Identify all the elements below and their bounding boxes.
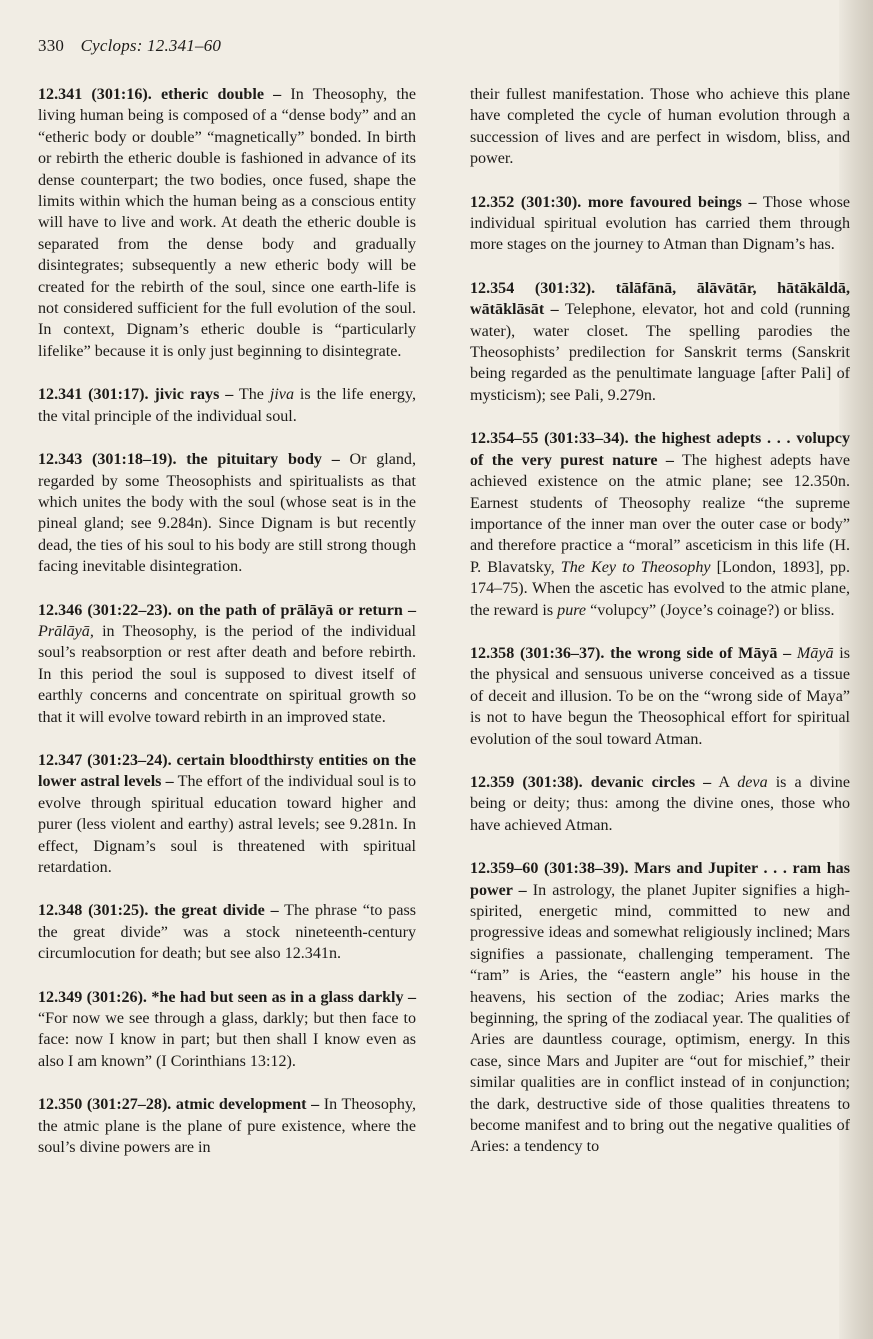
entry-lemma: 12.359–60 (301:38–39). Mars and Jupiter . . . ram has power –	[470, 860, 850, 899]
entry-lemma: 12.352 (301:30). more favoured beings –	[470, 193, 757, 211]
entry-italic-term: jiva	[269, 386, 294, 404]
annotation-entry	[470, 192, 850, 256]
entry-body: “volupcy” (Joyce’s coinage?) or bliss.	[586, 601, 835, 619]
entry-body: A	[711, 773, 738, 791]
entry-lemma: 12.346 (301:22–23). on the path of prālāyā or return –	[38, 601, 416, 619]
entry-body: is the life energy, the vital principle of the individual soul.	[38, 386, 416, 425]
entry-lemma: 12.341 (301:17). jivic rays –	[38, 386, 234, 404]
running-title: Cyclops: 12.341–60	[80, 36, 222, 55]
annotation-entry	[38, 600, 416, 728]
annotation-entry	[38, 987, 416, 1073]
entry-body: is a divine being or deity; thus: among the divine ones, those who have achieved Atman.	[470, 773, 850, 834]
annotation-entry	[38, 84, 416, 362]
entry-lemma: 12.349 (301:26). *he had but seen as in a glass darkly –	[38, 988, 416, 1006]
entry-body: “For now we see through a glass, darkly; but then face to face: now I know in part; but then shall I know even as also I am known” (I Corinthians 13:12).	[38, 1010, 416, 1070]
annotation-entry-continued	[470, 84, 850, 170]
entry-lemma: 12.354–55 (301:33–34). the highest adepts . . . volupcy of the very purest nature –	[470, 430, 850, 469]
entry-body: in Theosophy, is the period of the individual soul’s reabsorption or rest after death and before rebirth. In this period the soul is supposed to divest itself of earthly concerns and concentrate on spiritual growth so that it will evolve toward rebirth in an improved state.	[38, 622, 416, 726]
entry-body: The	[233, 386, 270, 404]
annotation-entry	[38, 384, 416, 427]
entry-italic-term: deva	[737, 773, 768, 791]
annotation-entry	[38, 449, 416, 577]
entry-italic-term: Māyā	[796, 644, 834, 662]
entry-italic-term: Prālāyā,	[38, 622, 94, 640]
annotation-entry	[470, 428, 850, 621]
entry-body: In Theosophy, the living human being is composed of a “dense body” and an “etheric body or double” “magnetically” bonded. In birth or rebirth the etheric double is fashioned in advance of its dense counterpart; the two bodies, once fused, shape the limits within which the human being as a conscious entity will have to live and work. At death the etheric double is separated from the dense body and gradually disintegrates; subsequently a new etheric body will be created for the rebirth of the soul, since one earth-life is not considered sufficient for the full evolution of the soul. In context, Dignam’s etheric double is “particularly lifelike” because it is only just beginning to disintegrate.	[38, 86, 416, 360]
entry-body: In astrology, the planet Jupiter signifies a high-spirited, energetic mind, committed to new and progressive ideas and somewhat religiously inclined; Mars signifies a passionate, challenging temperament. The “ram” is Aries, the “eastern angle” his house in the heavens, his section of the zodiac; Aries marks the beginning, the spring of the zodiacal year. The qualities of Aries are dauntless courage, optimism, energy. In this case, since Mars and Jupiter are “out for mischief,” their similar qualities are in conflict instead of in conjunction; the dark, destructive side of those qualities threatens to become manifest and to bring out the negative qualities of Aries: a tendency to	[470, 881, 851, 1156]
entry-body: is the physical and sensuous universe conceived as a tissue of deceit and illusion. To be on the “wrong side of Maya” is not to have begun the Theosophical effort for spiritual evolution of the soul toward Atman.	[470, 644, 850, 748]
entry-lemma: 12.350 (301:27–28). atmic development –	[38, 1096, 320, 1114]
entry-body: The effort of the individual soul is to evolve through spiritual education toward higher and purer (less violent and earthy) astral levels; see 9.281n. In effect, Dignam’s soul is threatened with spiritual retardation.	[38, 773, 417, 876]
entry-italic-term: pure	[557, 601, 587, 619]
entry-body: Or gland, regarded by some Theosophists and spiritualists as that which unites the body with the soul (whose seat is in the pineal gland; see 9.284n). Since Dignam is but recently dead, the ties of his soul to his body are still strong though facing inevitable disintegration.	[38, 451, 416, 576]
right-column	[470, 84, 850, 1180]
entry-lemma: 12.343 (301:18–19). the pituitary body –	[38, 451, 340, 469]
annotation-entry	[470, 858, 850, 1158]
entry-body: The highest adepts have achieved existence on the atmic plane; see 12.350n. Earnest students of Theosophy realize “the supreme importance of the inner man over the outer case or body” and therefore practice a “moral” asceticism in this life (H. P. Blavatsky,	[470, 451, 850, 576]
entry-body: Telephone, elevator, hot and cold (running water), water closet. The spelling parodies the Theosophists’ predilection for Sanskrit terms (Sanskrit being regarded as the penultimate language [after Pali] of mysticism); see Pali, 9.279n.	[470, 301, 850, 404]
annotation-entry	[470, 278, 850, 406]
entry-body: Those whose individual spiritual evolution has carried them through more stages on the journey to Atman than Dignam’s has.	[470, 193, 850, 254]
running-header	[38, 36, 221, 56]
annotation-entry	[38, 750, 416, 878]
entry-body: [London, 1893], pp. 174–75). When the ascetic has evolved to the atmic plane, the reward is	[470, 558, 850, 619]
entry-body: their fullest manifestation. Those who achieve this plane have completed the cycle of human evolution through a succession of lives and are perfect in wisdom, bliss, and power.	[470, 86, 850, 168]
entry-body: The phrase “to pass the great divide” was a stock nineteenth-century circumlocution for death; but see also 12.341n.	[38, 902, 416, 963]
entry-lemma: 12.358 (301:36–37). the wrong side of Māyā –	[470, 644, 792, 662]
entry-italic-title: The Key to Theosophy	[560, 558, 711, 576]
entry-lemma: 12.341 (301:16). etheric double –	[38, 86, 282, 103]
entry-lemma: 12.359 (301:38). devanic circles –	[470, 773, 712, 791]
left-column	[38, 84, 416, 1180]
annotation-entry	[38, 1094, 416, 1158]
entry-body: In Theosophy, the atmic plane is the plane of pure existence, where the soul’s divine powers are in	[38, 1096, 416, 1157]
entry-lemma: 12.347 (301:23–24). certain bloodthirsty entities on the lower astral levels –	[38, 751, 416, 791]
entry-lemma: 12.348 (301:25). the great divide –	[38, 902, 279, 920]
page-number: 330	[38, 36, 65, 55]
annotation-entry	[470, 772, 850, 836]
annotation-entry	[470, 643, 850, 750]
entry-lemma: 12.354 (301:32). tālāfānā, ālāvātār, hātākāldā, wātāklāsāt –	[470, 279, 850, 319]
annotation-entry	[38, 900, 416, 964]
